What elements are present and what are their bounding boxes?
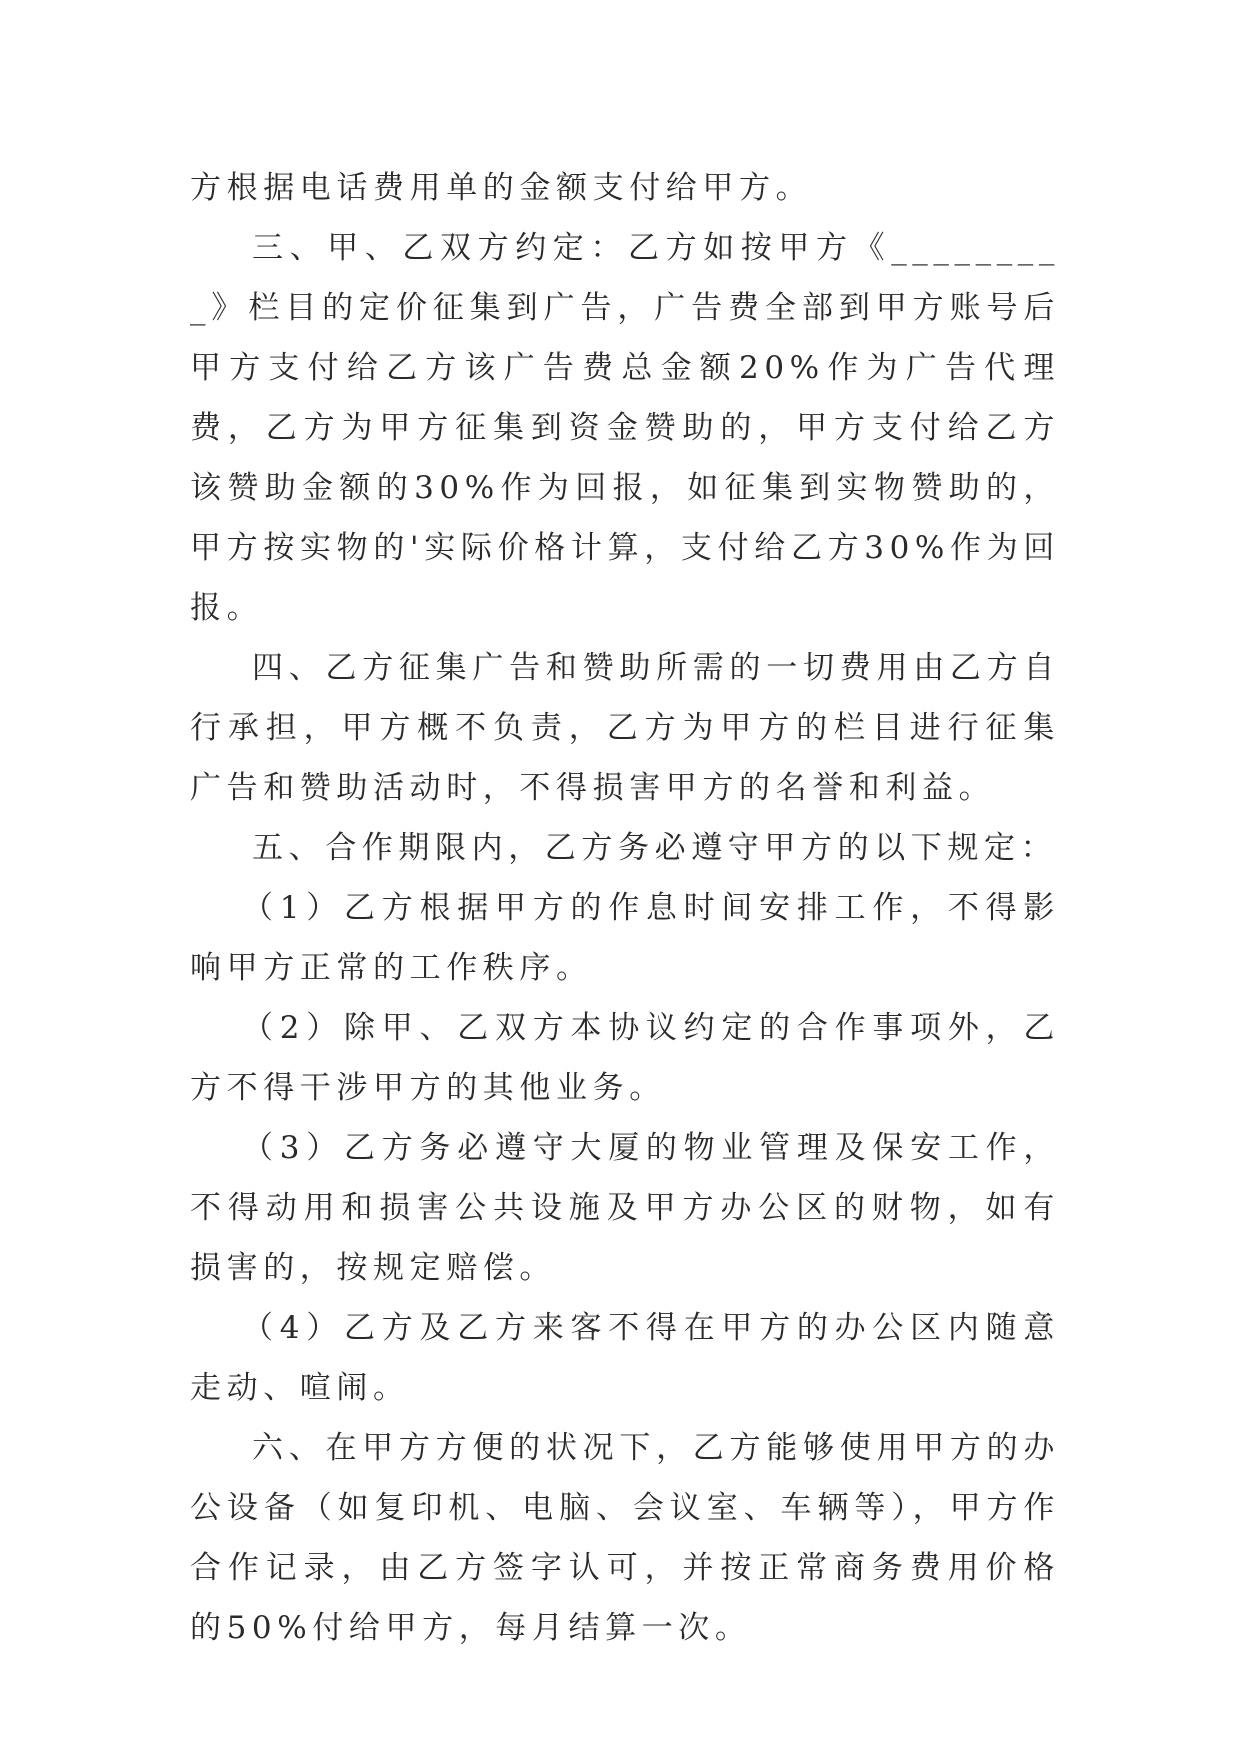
paragraph-clause-six: 六、在甲方方便的状况下，乙方能够使用甲方的办公设备（如复印机、电脑、会议室、车辆等），甲方作合作记录，由乙方签字认可，并按正常商务费用价格的50%付给甲方，每月结算一次。 bbox=[190, 1430, 1060, 1646]
paragraph-payment-tail: 方根据电话费用单的金额支付给甲方。 bbox=[190, 170, 813, 206]
paragraph-rule-1: （1）乙方根据甲方的作息时间安排工作，不得影响甲方正常的工作秩序。 bbox=[190, 890, 1060, 986]
paragraph-rule-4: （4）乙方及乙方来客不得在甲方的办公区内随意走动、喧闹。 bbox=[190, 1310, 1060, 1406]
paragraph-clause-four: 四、乙方征集广告和赞助所需的一切费用由乙方自行承担，甲方概不负责，乙方为甲方的栏目进行征集广告和赞助活动时，不得损害甲方的名誉和利益。 bbox=[190, 650, 1060, 806]
paragraph-rule-2: （2）除甲、乙双方本协议约定的合作事项外，乙方不得干涉甲方的其他业务。 bbox=[190, 1010, 1060, 1106]
paragraph-clause-three: 三、甲、乙双方约定：乙方如按甲方《_________》栏目的定价征集到广告，广告费全部到甲方账号后甲方支付给乙方该广告费总金额20%作为广告代理费，乙方为甲方征集到资金赞助的，甲方支付给乙方该赞助金额的30%作为回报，如征集到实物赞助的，甲方按实物的'实际价格计算，支付给乙方30%作为回报。 bbox=[190, 230, 1060, 626]
document-body bbox=[190, 158, 1060, 1658]
paragraph-clause-five: 五、合作期限内，乙方务必遵守甲方的以下规定： bbox=[252, 830, 1058, 866]
paragraph-rule-3: （3）乙方务必遵守大厦的物业管理及保安工作，不得动用和损害公共设施及甲方办公区的财物，如有损害的，按规定赔偿。 bbox=[190, 1130, 1060, 1286]
